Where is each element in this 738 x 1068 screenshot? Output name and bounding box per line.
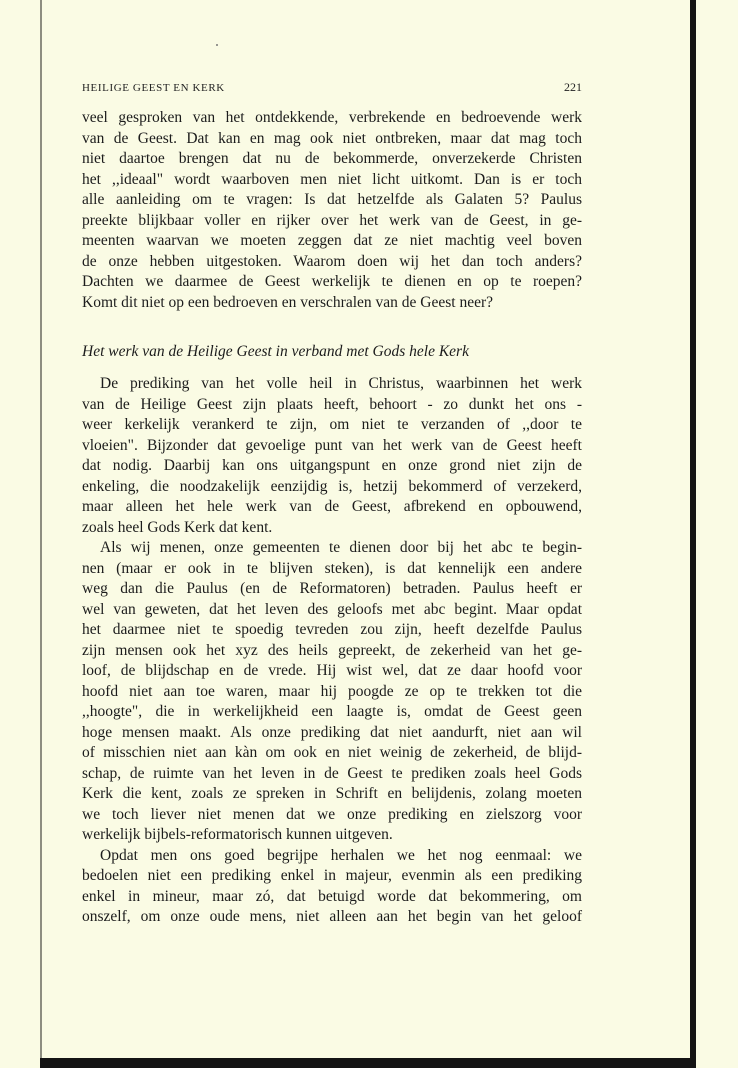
text-line: van de Heilige Geest zijn plaats heeft, behoort - zo dunkt het ons - xyxy=(82,395,582,413)
text-line: nen (maar er ook in te blijven steken), is dat kennelijk een andere xyxy=(82,559,582,577)
text-line: weer kerkelijk verankerd te zijn, om niet te verzanden of ,,door te xyxy=(82,416,582,433)
body-text-bottom xyxy=(82,374,582,928)
running-header-title: HEILIGE GEEST EN KERK xyxy=(82,82,225,94)
text-line: hoge mensen maakt. Als onze prediking dat niet aandurft, niet aan wil xyxy=(82,723,582,741)
text-line: de onze hebben uitgestoken. Waarom doen wij het dan toch anders? xyxy=(82,252,582,270)
text-line: ,,hoogte", die in werkelijkheid een laagte is, omdat de Geest geen xyxy=(82,703,582,720)
text-line: werkelijk bijbels-reformatorisch kunnen uitgeven. xyxy=(82,826,393,843)
text-line: Kerk die kent, zoals ze spreken in Schrift en belijdenis, zolang moeten xyxy=(82,785,582,802)
text-line: preekte blijkbaar voller en rijker over het werk van de Geest, in ge- xyxy=(82,211,582,229)
text-line: zoals heel Gods Kerk dat kent. xyxy=(82,518,273,536)
text-line: of misschien niet aan kàn om ook en niet weinig de zekerheid, de blijd- xyxy=(82,744,582,761)
text-line: bedoelen niet een prediking enkel in majeur, evenmin als een prediking xyxy=(82,867,582,884)
text-line: enkeling, die noodzakelijk eenzijdig is, hetzij bekommerd of verzekerd, xyxy=(82,477,582,495)
text-line: Opdat men ons goed begrijpe herhalen we het nog eenmaal: we xyxy=(100,846,582,864)
paragraph-4 xyxy=(82,846,582,928)
scan-edge-left xyxy=(40,0,42,1068)
text-line: enkel in mineur, maar zó, dat betuigd worde dat bekommering, om xyxy=(82,887,582,905)
text-line: Dachten we daarmee de Geest werkelijk te dienen en op te roepen? xyxy=(82,273,582,290)
scan-speck xyxy=(216,44,218,46)
paragraph-1 xyxy=(82,108,582,313)
text-line: we toch liever niet menen dat we onze prediking en zielszorg voor xyxy=(82,805,582,823)
text-line: het daarmee niet te spoedig tevreden zou zijn, heeft dezelfde Paulus xyxy=(82,621,582,638)
text-line: alle aanleiding om te vragen: Is dat hetzelfde als Galaten 5? Paulus xyxy=(82,191,582,208)
text-line: van de Geest. Dat kan en mag ook niet ontbreken, maar dat mag toch xyxy=(82,129,582,147)
body-text-top xyxy=(82,108,582,313)
text-line: dat nodig. Daarbij kan ons uitgangspunt en onze grond niet zijn de xyxy=(82,457,582,474)
text-line: De prediking van het volle heil in Christus, waarbinnen het werk xyxy=(100,375,582,392)
text-line: weg dan die Paulus (en de Reformatoren) betraden. Paulus heeft er xyxy=(82,580,582,597)
paragraph-3 xyxy=(82,538,582,846)
scan-edge-bottom xyxy=(40,1058,696,1068)
text-line: niet daartoe brengen dat nu de bekommerde, onverzekerde Christen xyxy=(82,150,582,167)
text-line: Komt dit niet op een bedroeven en verschralen van de Geest neer? xyxy=(82,293,494,311)
text-line: maar alleen het hele werk van de Geest, afbrekend en opbouwend, xyxy=(82,498,582,515)
paragraph-2 xyxy=(82,374,582,538)
text-line: hoofd niet aan toe waren, maar hij poogde ze op te trekken tot die xyxy=(82,682,582,700)
text-line: wel van geweten, dat het leven des geloofs met abc begint. Maar opdat xyxy=(82,600,582,618)
page-number: 221 xyxy=(564,80,582,94)
scan-edge-right xyxy=(690,0,696,1068)
text-line: vloeien". Bijzonder dat gevoelige punt van het werk van de Geest heeft xyxy=(82,436,582,454)
text-line: schap, de ruimte van het leven in de Geest te prediken zoals heel Gods xyxy=(82,764,582,782)
text-line: onszelf, om onze oude mens, niet alleen aan het begin van het geloof xyxy=(82,908,582,925)
text-line: het ,,ideaal" wordt waarboven men niet licht uitkomt. Dan is er toch xyxy=(82,170,582,188)
text-line: zijn mensen ook het xyz des heils gepreekt, de zekerheid van het ge- xyxy=(82,641,582,659)
text-line: veel gesproken van het ontdekkende, verbrekende en bedroevende werk xyxy=(82,109,582,126)
text-line: meenten waarvan we moeten zeggen dat ze niet machtig veel boven xyxy=(82,232,582,249)
text-line: Als wij menen, onze gemeenten te dienen door bij het abc te begin- xyxy=(100,539,582,556)
section-heading: Het werk van de Heilige Geest in verband met Gods hele Kerk xyxy=(82,343,469,360)
text-line: loof, de blijdschap en de vrede. Hij wist wel, dat ze daar hoofd voor xyxy=(82,662,582,679)
